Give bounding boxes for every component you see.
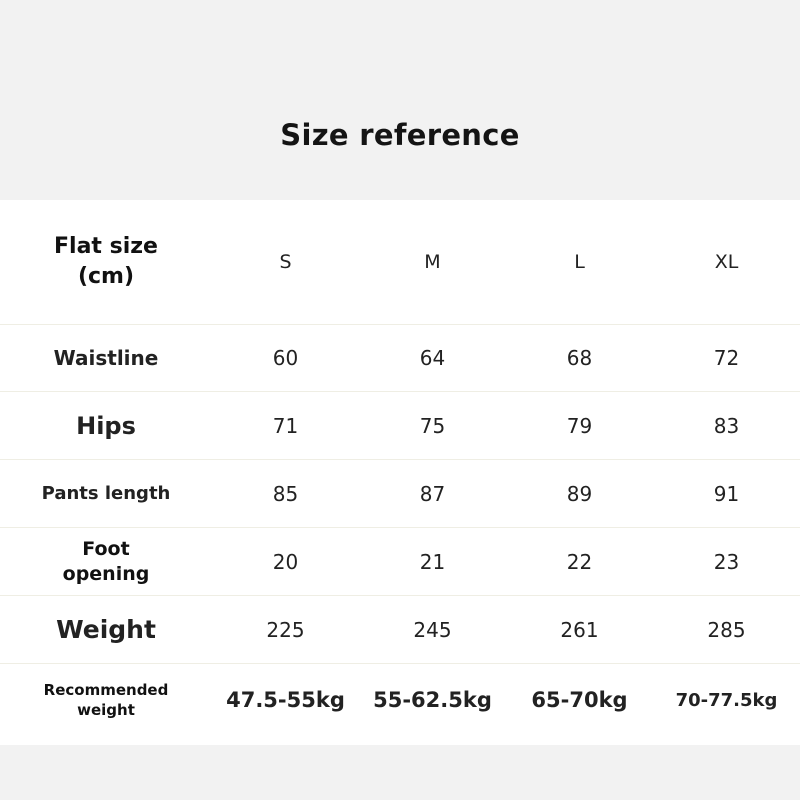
- header-size-l: L: [506, 200, 653, 325]
- recommended-weight-s: 47.5-55kg: [226, 688, 345, 712]
- header-label-line1: Flat size: [54, 234, 158, 260]
- foot-opening-line2: opening: [62, 562, 150, 585]
- pants-length-xl: 91: [653, 460, 800, 528]
- recommended-weight-m: 55-62.5kg: [373, 688, 492, 712]
- table-row: [0, 325, 800, 392]
- waistline-xl: 72: [653, 325, 800, 392]
- hips-xl: 83: [653, 392, 800, 460]
- foot-opening-l: 22: [506, 528, 653, 596]
- waistline-l: 68: [506, 325, 653, 392]
- foot-opening-m: 21: [359, 528, 506, 596]
- table-row: [0, 392, 800, 460]
- row-label-waistline: Waistline: [0, 325, 212, 392]
- table-row: [0, 528, 800, 596]
- header-label-line2: (cm): [77, 264, 135, 289]
- bottom-band: [0, 745, 800, 800]
- recommended-weight-l: 65-70kg: [531, 688, 628, 712]
- row-label-recommended-weight: [0, 664, 212, 737]
- weight-xl: 285: [653, 596, 800, 664]
- header-size-m: M: [359, 200, 506, 325]
- hips-l: 79: [506, 392, 653, 460]
- size-table-container: [0, 200, 800, 745]
- header-label-cell: [0, 200, 212, 325]
- row-label-hips: Hips: [0, 392, 212, 460]
- recommended-weight-xl: 70-77.5kg: [675, 689, 778, 711]
- row-label-weight: Weight: [0, 596, 212, 664]
- top-band: [0, 0, 800, 70]
- weight-m: 245: [359, 596, 506, 664]
- foot-opening-s: 20: [212, 528, 359, 596]
- foot-opening-xl: 23: [653, 528, 800, 596]
- table-row: [0, 664, 800, 737]
- waistline-s: 60: [212, 325, 359, 392]
- recommended-weight-line1: Recommended: [43, 680, 169, 699]
- row-label-foot-opening: [0, 528, 212, 596]
- table-row: [0, 596, 800, 664]
- header-size-xl: XL: [653, 200, 800, 325]
- page-title: Size reference: [280, 118, 520, 152]
- size-table: [0, 200, 800, 736]
- recommended-weight-line2: weight: [77, 701, 135, 719]
- pants-length-l: 89: [506, 460, 653, 528]
- table-header-row: [0, 200, 800, 325]
- row-label-pants-length: Pants length: [0, 460, 212, 528]
- hips-m: 75: [359, 392, 506, 460]
- title-band: [0, 70, 800, 200]
- weight-s: 225: [212, 596, 359, 664]
- pants-length-s: 85: [212, 460, 359, 528]
- table-row: [0, 460, 800, 528]
- pants-length-m: 87: [359, 460, 506, 528]
- header-size-s: S: [212, 200, 359, 325]
- hips-s: 71: [212, 392, 359, 460]
- weight-l: 261: [506, 596, 653, 664]
- waistline-m: 64: [359, 325, 506, 392]
- foot-opening-line1: Foot: [82, 537, 130, 560]
